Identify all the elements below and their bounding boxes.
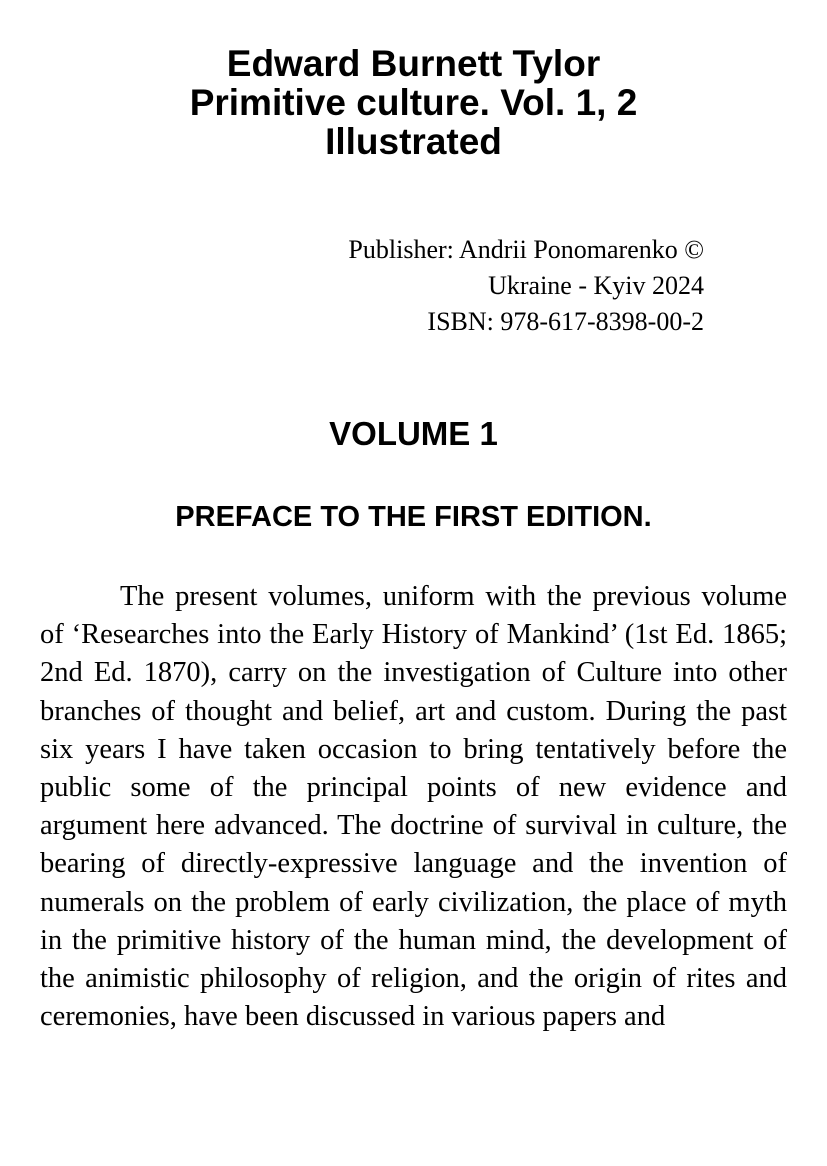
edition-label: Illustrated bbox=[325, 121, 502, 162]
publisher-name: Publisher: Andrii Ponomarenko © bbox=[348, 235, 704, 264]
isbn: ISBN: 978-617-8398-00-2 bbox=[427, 307, 704, 336]
publisher-location: Ukraine - Kyiv 2024 bbox=[488, 271, 704, 300]
book-title-block bbox=[0, 44, 827, 161]
preface-heading: PREFACE TO THE FIRST EDITION. bbox=[175, 501, 652, 533]
volume-heading: VOLUME 1 bbox=[329, 415, 498, 452]
preface-paragraph: The present volumes, uniform with the previous volume of ‘Researches into the Early History of Mankind’ (1st Ed. 1865; 2nd Ed. 1870), carry on the investigation of Culture into other branches of thought and belief, art and custom. During the past six years I have taken occasion to bring tentatively before the public some of the principal points of new evidence and argument here advanced. The doctrine of survival in culture, the bearing of directly-expressive language and the invention of numerals on the problem of early civilization, the place of myth in the primitive history of the human mind, the development of the animistic philosophy of religion, and the origin of rites and ceremonies, have been discussed in various papers and bbox=[40, 581, 787, 1033]
author-name: Edward Burnett Tylor bbox=[226, 43, 601, 84]
publisher-info bbox=[348, 232, 704, 340]
book-title: Primitive culture. Vol. 1, 2 bbox=[189, 82, 638, 123]
